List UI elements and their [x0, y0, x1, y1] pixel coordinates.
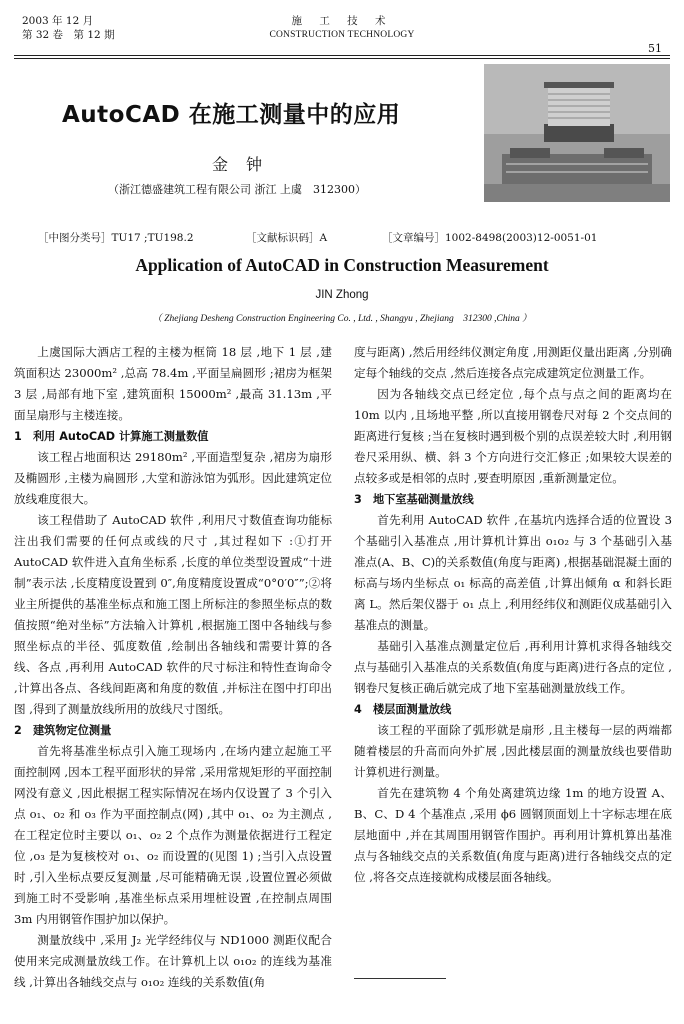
section-heading: 3 地下室基础测量放线 — [354, 493, 474, 506]
clc-number: ［中图分类号］TU17 ;TU198.2 — [38, 232, 194, 244]
building-photo-icon — [484, 64, 670, 202]
header-rule-thin — [14, 58, 670, 59]
affiliation-cn: （浙江德盛建筑工程有限公司 浙江 上虞 312300） — [108, 183, 366, 196]
body-paragraph: 该工程的平面除了弧形就是扇形 ,且主楼每一层的两端都随着楼层的升高而向外扩展 ,因此楼层面的测量放线也要借助计算机进行测量。 — [354, 723, 672, 779]
body-paragraph: 首先在建筑物 4 个角处离建筑边缘 1m 的地方设置 A、B、C、D 4 个基准点 ,采用 ϕ6 圆钢顶面划上十字标志埋在底层地面中 ,并在其周围用钢管作围护。再利用计算机算出基准点与各轴线交点的关系数值(角度与距离)进行各轴线交点的定位 ,将各交点连接就构成楼层面各轴线。 — [354, 786, 672, 884]
section-heading: 4 楼层面测量放线 — [354, 703, 452, 716]
journal-name-en: CONSTRUCTION TECHNOLOGY — [269, 30, 415, 40]
article-title-en: Application of AutoCAD in Construction Measurement — [135, 255, 549, 275]
body-paragraph: 基础引入基准点测量定位后 ,再利用计算机求得各轴线交点与基础引入基准点的关系数值(角度与距离)进行各点的定位 ,钢卷尺复核正确后就完成了地下室基础测量放线工作。 — [354, 639, 672, 695]
page-number: 51 — [648, 42, 662, 55]
body-column-right — [354, 342, 672, 888]
document-code: ［文献标识码］A — [246, 232, 328, 244]
running-header-left — [22, 14, 115, 42]
affiliation-en: （ Zhejiang Desheng Construction Engineering Co. , Ltd. , Shangyu , Zhejiang 312300 ,China ） — [152, 314, 532, 324]
issue-date: 2003 年 12 月 — [22, 15, 94, 27]
body-paragraph: 该工程占地面积达 29180m² ,平面造型复杂 ,裙房为扇形及椭圆形 ,主楼为扁圆形 ,大堂和游泳馆为弧形。因此建筑定位放线难度很大。 — [14, 450, 332, 506]
body-paragraph: 首先将基准坐标点引入施工现场内 ,在场内建立起施工平面控制网 ,因本工程平面形状的异常 ,采用常规矩形的平面控制网没有意义 ,因此根据工程实际情况在场内仅设置了 3 个引入点 o₁、o₂ 和 o₃ 作为平面控制点(网) ,其中 o₁、o₂ 为主测点 ,在工程定位时主要以 o₁、o₂ 2 个点作为测量依据进行工程定位 ,o₃ 是为复核校对 o₁、o₂ 而设置的(见图 1) ;当引入点设置时 ,引入坐标点要反复测量 ,尽可能精确无误 ,设置位置必须做到施工时不受影响 ,基准坐标点采用埋桩设置 ,在控制点周围 3m 内用钢管作围护加以保护。 — [14, 744, 332, 926]
journal-name-cn: 施 工 技 术 — [291, 15, 393, 27]
footnote-rule — [354, 978, 446, 979]
author-name-en: JIN Zhong — [315, 289, 369, 301]
author-name-cn: 金钟 — [212, 155, 281, 174]
body-paragraph: 该工程借助了 AutoCAD 软件 ,利用尺寸数值查询功能标注出我们需要的任何点或线的尺寸 ,其过程如下 :①打开 AutoCAD 软件进入直角坐标系 ,长度的单位类型设置成“十进制”表示法 ,长度精度设置到 0″,角度精度设置成“0°0′0″”;②将业主所提供的基准坐标点和施工图上所标注的参照坐标点的数值按照“绝对坐标”方法输入计算机 ,根据施工图中各轴线与参照坐标点的半径、弧度数值 ,绘制出各轴线和需要计算的各线、各点 ,再利用 AutoCAD 软件的尺寸标注和特性查询命令 ,计算出各点、各线间距离和角度的数值 ,并标注在图中打印出图 ,得到了测量放线所用的放线尺寸图纸。 — [14, 513, 332, 716]
article-number: ［文章编号］1002-8498(2003)12-0051-01 — [382, 232, 598, 244]
article-title-cn: AutoCAD 在施工测量中的应用 — [62, 102, 401, 128]
section-heading: 2 建筑物定位测量 — [14, 724, 112, 737]
section-heading: 1 利用 AutoCAD 计算施工测量数值 — [14, 430, 209, 443]
running-header-journal — [220, 14, 464, 42]
header-rule-thick — [14, 55, 670, 56]
body-paragraph: 上虞国际大酒店工程的主楼为框筒 18 层 ,地下 1 层 ,建筑面积达 23000m² ,总高 78.4m ,平面呈扁圆形 ;裙房为框架 3 层 ,局部有地下室 ,建筑面积 15000m² ,最高 31.13m ,平面呈扇形与主楼连接。 — [14, 345, 332, 422]
body-paragraph: 度与距离) ,然后用经纬仪测定角度 ,用测距仪量出距离 ,分别确定每个轴线的交点 ,然后连接各点完成建筑定位测量工作。 — [354, 345, 672, 380]
body-paragraph: 因为各轴线交点已经定位 ,每个点与点之间的距离均在 10m 以内 ,且场地平整 ,所以直接用钢卷尺对每 2 个交点间的距离进行复核 ;当在复核时遇到极个别的点误差较大时 ,利用钢卷尺采用纵、横、斜 3 个方向进行交汇修正 ;如果较大误差的点较多或是相邻的点时 ,要查明原因 ,重新测量定位。 — [354, 387, 672, 485]
issue-volume: 第 32 卷 第 12 期 — [22, 29, 115, 41]
body-paragraph: 测量放线中 ,采用 J₂ 光学经纬仪与 ND1000 测距仪配合使用来完成测量放线工作。在计算机上以 o₁o₂ 的连线为基准线 ,计算出各轴线交点与 o₁o₂ 连线的关系数值(角 — [14, 933, 332, 989]
body-column-left — [14, 342, 332, 993]
body-paragraph: 首先利用 AutoCAD 软件 ,在基坑内选择合适的位置设 3 个基础引入基准点 ,用计算机计算出 o₁o₂ 与 3 个基础引入基准点(A、B、C)的关系数值(角度与距离) ,根据基础混凝土面的标高与场内坐标点 o₁ 标高的高差值 ,计算出倾角 α 和斜长距离 L。然后架仪器于 o₁ 点上 ,利用经纬仪和测距仪成基础引入基准点的测量。 — [354, 513, 672, 632]
